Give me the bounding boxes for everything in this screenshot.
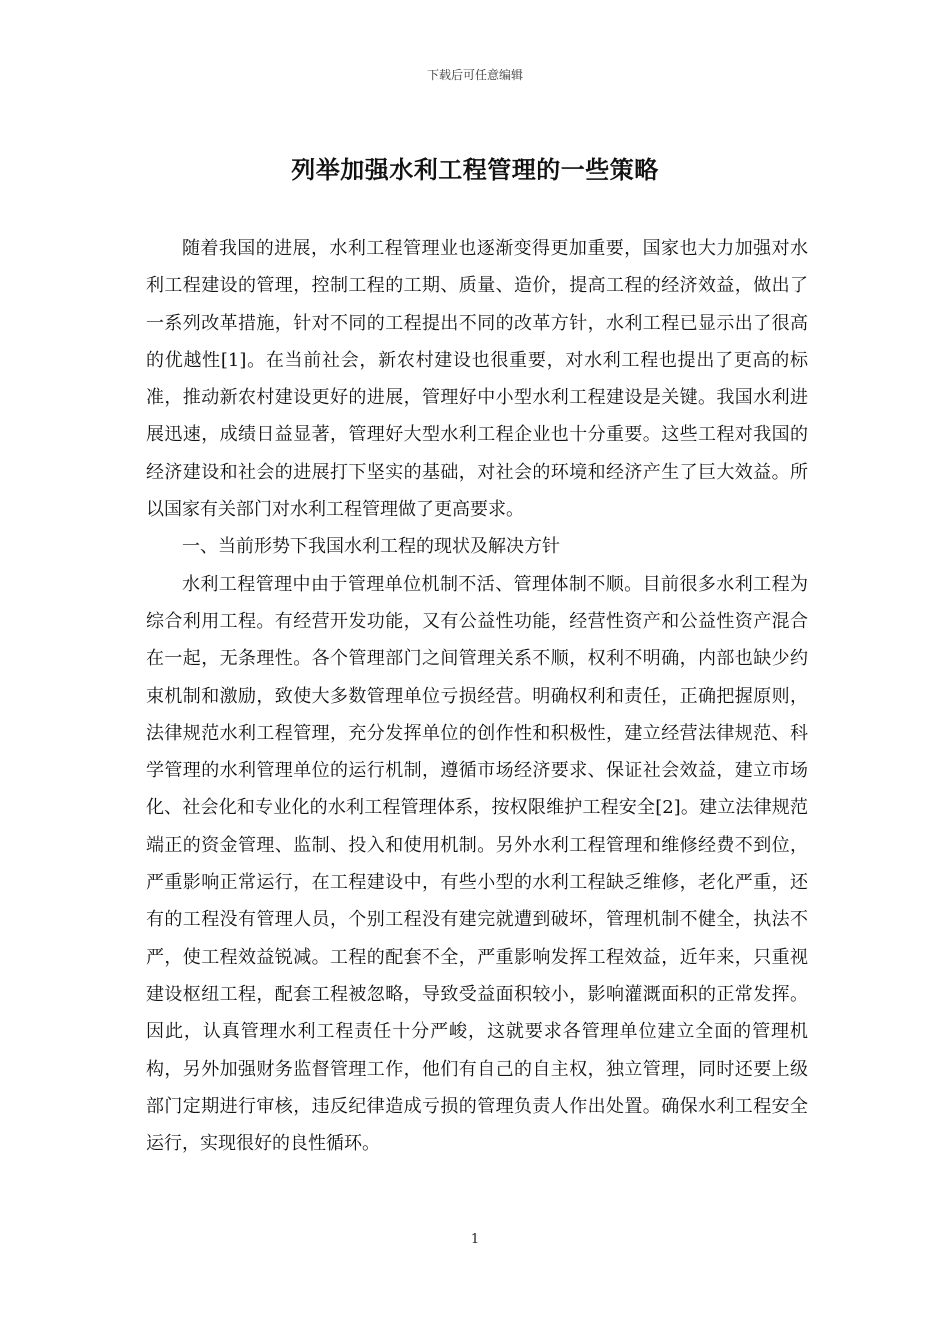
header-note: 下载后可任意编辑 [426,68,523,82]
paragraph-status: 水利工程管理中由于管理单位机制不活、管理体制不顺。目前很多水利工程为综合利用工程。有经营开发功能，又有公益性功能，经营性资产和公益性资产混合在一起，无条理性。各个管理部门之间管理关系不顺，权利不明确，内部也缺少约束机制和激励，致使大多数管理单位亏损经营。明确权利和责任，正确把握原则，法律规范水利工程管理，充分发挥单位的创作性和积极性，建立经营法律规范、科学管理的水利管理单位的运行机制，遵循市场经济要求、保证社会效益，建立市场化、社会化和专业化的水利工程管理体系，按权限维护工程安全[2]。建立法律规范端正的资金管理、监制、投入和使用机制。另外水利工程管理和维修经费不到位，严重影响正常运行，在工程建设中，有些小型的水利工程缺乏维修，老化严重，还有的工程没有管理人员，个别工程没有建完就遭到破坏，管理机制不健全，执法不严，使工程效益锐减。工程的配套不全，严重影响发挥工程效益，近年来，只重视建设枢纽工程，配套工程被忽略，导致受益面积较小，影响灌溉面积的正常发挥。因此，认真管理水利工程责任十分严峻，这就要求各管理单位建立全面的管理机构，另外加强财务监督管理工作，他们有自己的自主权，独立管理，同时还要上级部门定期进行审核，违反纪律造成亏损的管理负责人作出处置。确保水利工程安全运行，实现很好的良性循环。 [146,573,808,1155]
section-heading: 一、当前形势下我国水利工程的现状及解决方针 [182,536,560,558]
document-body [146,230,808,1162]
page-number: 1 [470,1232,480,1247]
paragraph-intro: 随着我国的进展，水利工程管理业也逐渐变得更加重要，国家也大力加强对水利工程建设的管理，控制工程的工期、质量、造价，提高工程的经济效益，做出了一系列改革措施，针对不同的工程提出不同的改革方针，水利工程已显示出了很高的优越性[1]。在当前社会，新农村建设也很重要，对水利工程也提出了更高的标准，推动新农村建设更好的进展，管理好中小型水利工程建设是关键。我国水利进展迅速，成绩日益显著，管理好大型水利工程企业也十分重要。这些工程对我国的经济建设和社会的进展打下坚实的基础，对社会的环境和经济产生了巨大效益。所以国家有关部门对水利工程管理做了更高要求。 [146,238,808,521]
document-title: 列举加强水利工程管理的一些策略 [291,156,659,184]
